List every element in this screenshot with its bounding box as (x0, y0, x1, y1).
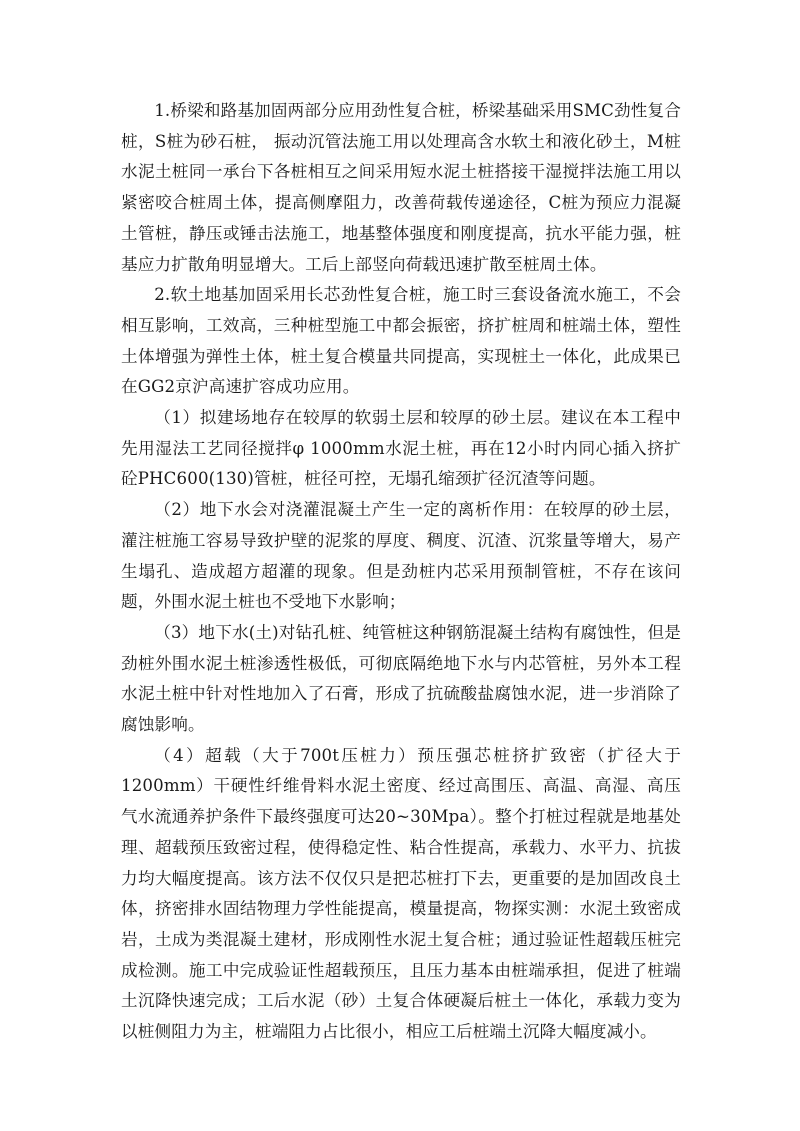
paragraph-item-3: （3）地下水(土)对钻孔桩、纯管桩这种钢筋混凝土结构有腐蚀性，但是劲桩外围水泥土桩渗透性极低，可彻底隔绝地下水与内芯管桩，另外本工程水泥土桩中针对性地加入了石膏，形成了抗硫酸盐腐蚀水泥，进一步消除了腐蚀影响。 (121, 622, 681, 735)
paragraph-item-2: （2）地下水会对浇灌混凝土产生一定的离析作用：在较厚的砂土层，灌注桩施工容易导致护壁的泥浆的厚度、稠度、沉渣、沉浆量等增大，易产生塌孔、造成超方超灌的现象。但是劲桩内芯采用预制管桩，不存在该问题，外围水泥土桩也不受地下水影响； (121, 500, 681, 612)
paragraph-item-4: （4）超载（大于700t压桩力）预压强芯桩挤扩致密（扩径大于1200mm）干硬性纤维骨料水泥土密度、经过高围压、高温、高湿、高压气水流通养护条件下最终强度可达20~30Mpa）。整个打桩过程就是地基处理、超载预压致密过程，使得稳定性、粘合性提高，承载力、水平力、抗拔力均大幅度提高。该方法不仅仅只是把芯桩打下去，更重要的是加固改良土体，挤密排水固结物理力学性能提高，模量提高，物探实测：水泥土致密成岩，土成为类混凝土建材，形成刚性水泥土复合桩；通过验证性超载压桩完成检测。施工中完成验证性超载预压，且压力基本由桩端承担，促进了桩端土沉降快速完成；工后水泥（砂）土复合体硬凝后桩土一体化，承载力变为以桩侧阻力为主，桩端阻力占比很小，相应工后桩端土沉降大幅度减小。 (121, 745, 681, 1042)
paragraph-bridge-roadbed: 1.桥梁和路基加固两部分应用劲性复合桩，桥梁基础采用SMC劲性复合桩，S桩为砂石桩， 振动沉管法施工用以处理高含水软土和液化砂土，M桩水泥土桩同一承台下各桩相互之间采用短水泥土桩搭接干湿搅拌法施工用以紧密咬合桩周土体，提高侧摩阻力，改善荷载传递途径，C桩为预应力混凝土管桩，静压或锤击法施工，地基整体强度和刚度提高，抗水平能力强，桩基应力扩散角明显增大。工后上部竖向荷载迅速扩散至桩周土体。 (121, 101, 681, 274)
paragraph-soft-soil: 2.软土地基加固采用长芯劲性复合桩，施工时三套设备流水施工，不会相互影响，工效高，三种桩型施工中都会振密，挤扩桩周和桩端土体，塑性土体增强为弹性土体，桩土复合模量共同提高，实现桩土一体化，此成果已在GG2京沪高速扩容成功应用。 (121, 285, 681, 397)
document-page (121, 96, 681, 1048)
paragraph-item-1: （1）拟建场地存在较厚的软弱土层和较厚的砂土层。建议在本工程中先用湿法工艺同径搅拌φ 1000mm水泥土桩，再在12小时内同心插入挤扩砼PHC600(130)管桩，桩径可控，无塌孔缩颈扩径沉渣等问题。 (121, 408, 681, 489)
